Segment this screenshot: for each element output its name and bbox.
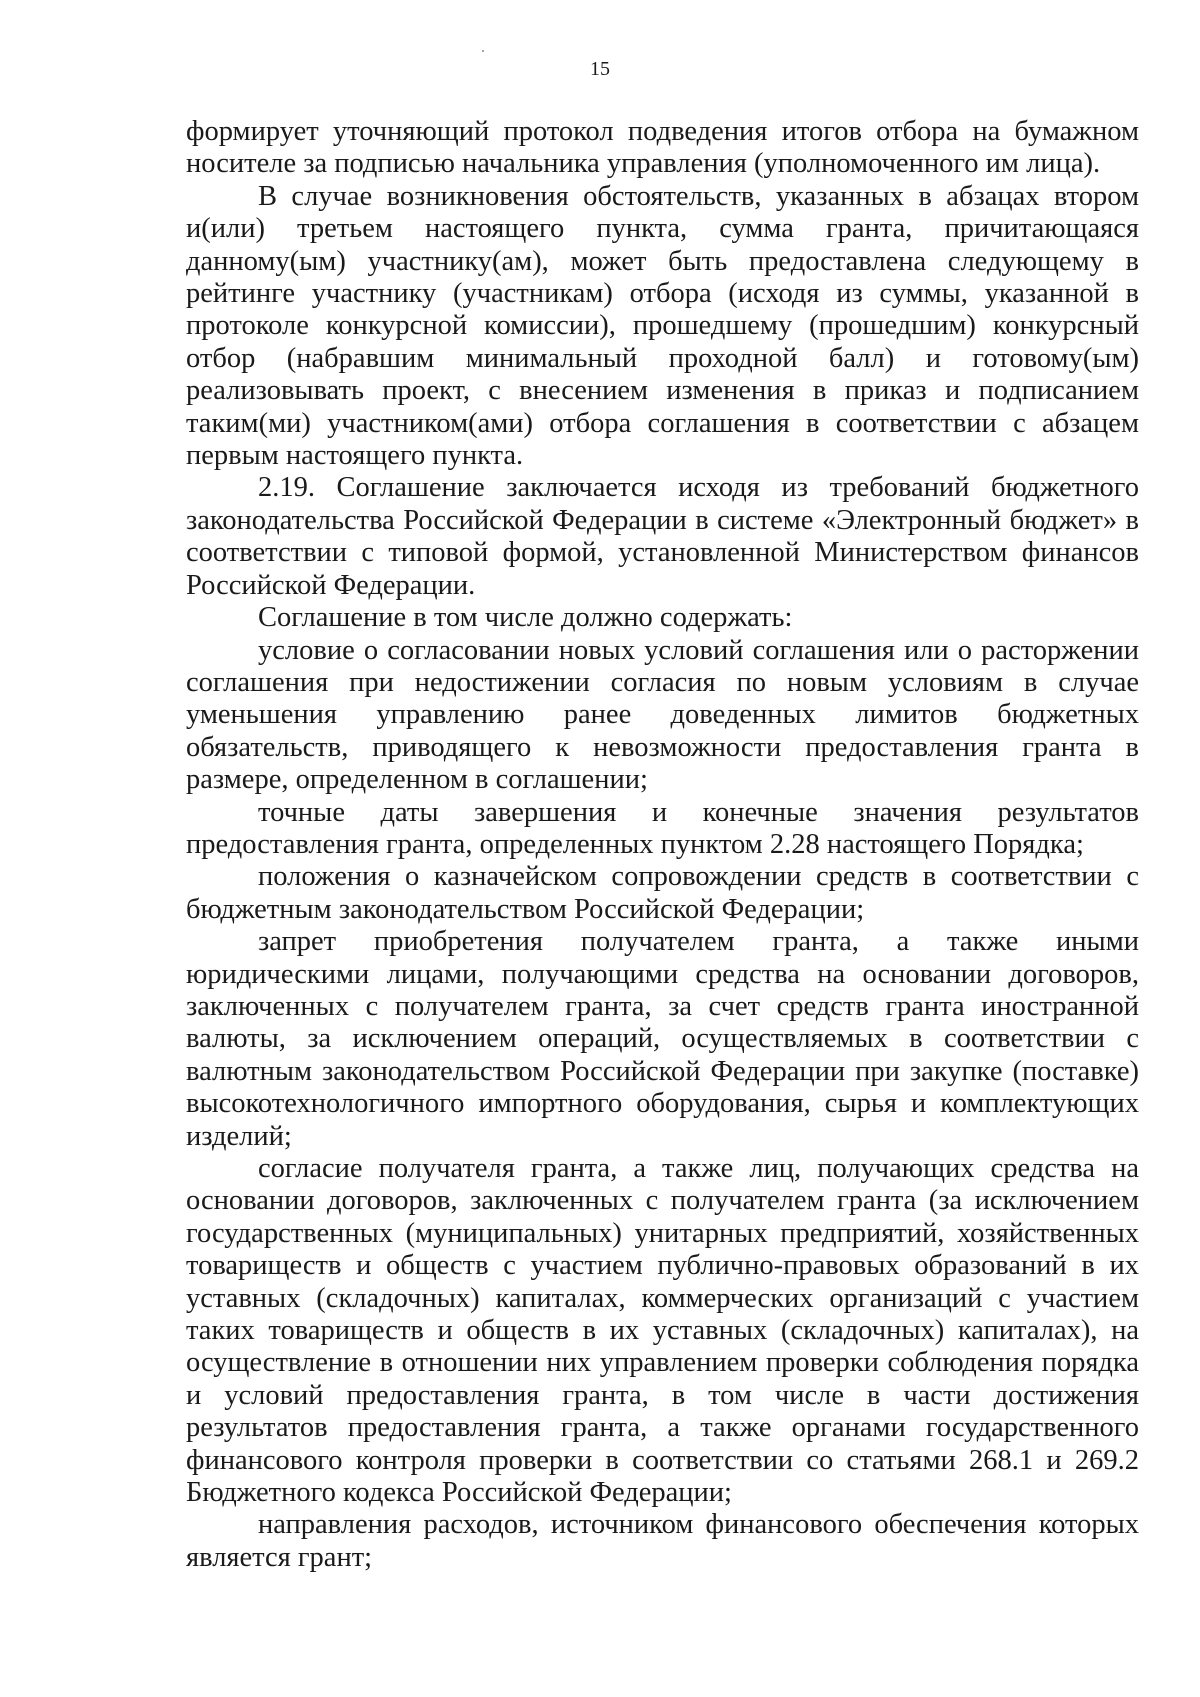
paragraph: Соглашение в том числе должно содержать: bbox=[258, 602, 793, 634]
list-item-condition: точные даты завершения и конечные значения результатов предоставления гранта, определенных пунктом 2.28 настоящего Порядка; bbox=[186, 796, 1139, 860]
page-number: 15 bbox=[590, 58, 610, 80]
list-item-condition: направления расходов, источником финансового обеспечения которых является грант; bbox=[186, 1509, 1139, 1573]
list-item-condition: запрет приобретения получателем гранта, а также иными юридическими лицами, получающими средства на основании договоров, заключенных с получателем гранта, за счет средств гранта иностранной валюты, за исключением операций, осуществляемых в соответствии с валютным законодательством Российской Федерации при закупке (поставке) высокотехнологичного импортного оборудования, сырья и комплектующих изделий; bbox=[186, 926, 1139, 1152]
paragraph: В случае возникновения обстоятельств, указанных в абзацах втором и(или) третьем настоящего пункта, сумма гранта, причитающаяся данному(ым) участнику(ам), может быть предоставлена следующему в рейтинге участнику (участникам) отбора (исходя из суммы, указанной в протоколе конкурсной комиссии), прошедшему (прошедшим) конкурсный отбор (набравшим минимальный проходной балл) и готовому(ым) реализовывать проект, с внесением изменения в приказ и подписанием таким(ми) участником(ами) отбора соглашения в соответствии с абзацем первым настоящего пункта. bbox=[186, 180, 1139, 472]
scan-speck bbox=[482, 50, 484, 52]
paragraph-clause-2-19: 2.19. Соглашение заключается исходя из требований бюджетного законодательства Российской Федерации в системе «Электронный бюджет» в соответствии с типовой формой, установленной Министерством финансов Российской Федерации. bbox=[186, 472, 1139, 601]
list-item-condition: согласие получателя гранта, а также лиц, получающих средства на основании договоров, заключенных с получателем гранта (за исключением государственных (муниципальных) унитарных предприятий, хозяйственных товариществ и обществ с участием публично-правовых образований в их уставных (складочных) капиталах, коммерческих организаций с участием таких товариществ и обществ в их уставных (складочных) капиталах), на осуществление в отношении них управлением проверки соблюдения порядка и условий предоставления гранта, в том числе в части достижения результатов предоставления гранта, а также органами государственного финансового контроля проверки в соответствии со статьями 268.1 и 269.2 Бюджетного кодекса Российской Федерации; bbox=[186, 1153, 1139, 1509]
paragraph-continuation: формирует уточняющий протокол подведения итогов отбора на бумажном носителе за подписью начальника управления (уполномоченного им лица). bbox=[186, 116, 1139, 180]
list-item-condition: положения о казначейском сопровождении средств в соответствии с бюджетным законодательством Российской Федерации; bbox=[186, 861, 1139, 925]
document-body bbox=[186, 116, 1139, 1574]
list-item-condition: условие о согласовании новых условий соглашения или о расторжении соглашения при недостижении согласия по новым условиям в случае уменьшения управлению ранее доведенных лимитов бюджетных обязательств, приводящего к невозможности предоставления гранта в размере, определенном в соглашении; bbox=[186, 634, 1139, 796]
